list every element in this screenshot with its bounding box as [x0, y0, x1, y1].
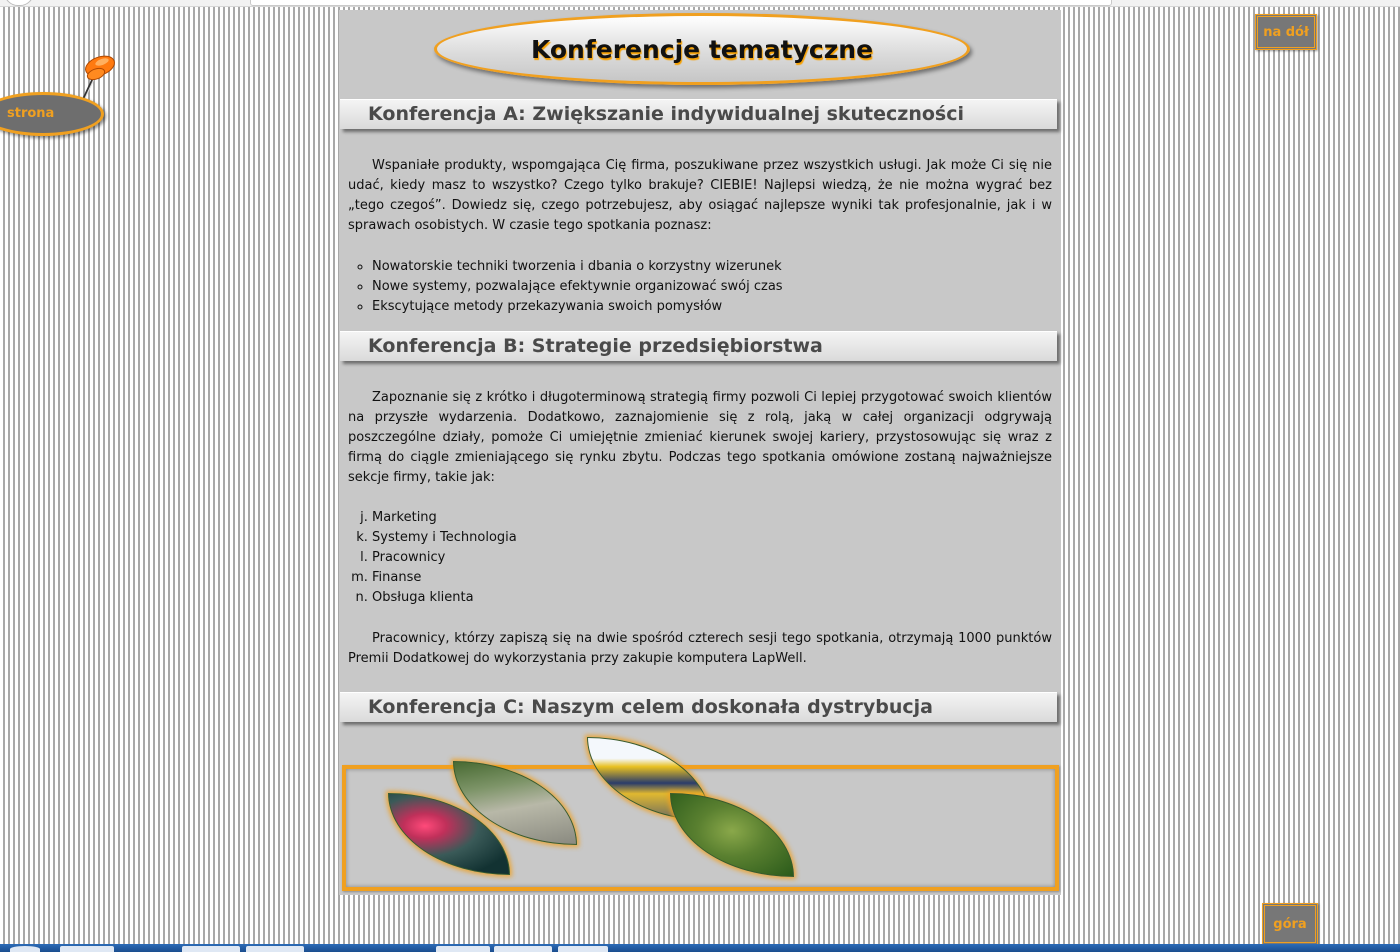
list-item: l. Pracownicy	[372, 548, 1052, 568]
page-title: Konferencje tematyczne	[530, 34, 874, 64]
gallery-photo-pond[interactable]	[670, 793, 794, 877]
section-a-body	[348, 156, 1052, 317]
list-item: ◦ Nowatorskie techniki tworzenia i dbania o korzystny wizerunek	[372, 257, 1052, 277]
content-panel	[339, 10, 1061, 895]
browser-back-button[interactable]	[4, 0, 34, 6]
section-b-list	[348, 508, 1052, 608]
scroll-down-button[interactable]: na dół	[1255, 14, 1317, 50]
os-taskbar	[0, 944, 1400, 952]
section-c-header	[340, 692, 1057, 722]
section-b-intro: Zapoznanie się z krótko i długoterminową strategią firmy pozwoli Ci lepiej przygotować swoich klientów na przyszłe wydarzenia. Dodatkowo, zaznajomienie się z rolą, jaką w całej organizacji odgrywają poszczególne działy, pomoże Ci umiejętnie zmieniać kierunek swojej kariery, przystosowując się wraz z firmą do ciągle zmieniającego się rynku zbytu. Podczas tego spotkania omówione zostaną najważniejsze sekcje firmy, takie jak:	[348, 390, 1052, 485]
list-item: ◦ Ekscytujące metody przekazywania swoich pomysłów	[372, 297, 1052, 317]
browser-address-bar[interactable]	[250, 0, 1112, 6]
list-item: ◦ Nowe systemy, pozwalające efektywnie organizować swój czas	[372, 277, 1052, 297]
photo-gallery	[342, 765, 1059, 891]
list-item: j. Marketing	[372, 508, 1052, 528]
taskbar-item[interactable]	[60, 946, 114, 952]
list-item: k. Systemy i Technologia	[372, 528, 1052, 548]
taskbar-item[interactable]	[246, 946, 304, 952]
page-title-banner	[434, 13, 970, 85]
section-a-header	[340, 99, 1057, 129]
section-b-heading: Konferencja B: Strategie przedsiębiorstwa	[368, 335, 823, 357]
start-button[interactable]	[10, 946, 40, 952]
home-page-link[interactable]	[0, 92, 104, 136]
taskbar-item[interactable]	[182, 946, 240, 952]
section-b-header	[340, 331, 1057, 361]
taskbar-item[interactable]	[494, 946, 552, 952]
home-page-label: strona	[7, 106, 55, 121]
taskbar-item[interactable]	[558, 946, 608, 952]
section-b-body	[348, 388, 1052, 669]
section-b-outro: Pracownicy, którzy zapiszą się na dwie spośród czterech sesji tego spotkania, otrzymają 1000 punktów Premii Dodatkowej do wykorzystania przy zakupie komputera LapWell.	[348, 631, 1052, 666]
section-a-intro: Wspaniałe produkty, wspomgająca Cię firma, poszukiwane przez wszystkich usługi. Jak może Ci się nie udać, kiedy masz to wszystko? Czego tylko brakuje? CIEBIE! Najlepsi wiedzą, że nie można wygrać bez „tego czegoś”. Dowiedz się, czego potrzebujesz, aby osiągać najlepsze wyniki tak profesjonalnie, jak i w sprawach osobistych. W czasie tego spotkania poznasz:	[348, 158, 1052, 233]
scroll-up-button[interactable]: góra	[1262, 903, 1318, 945]
section-c-heading: Konferencja C: Naszym celem doskonała dystrybucja	[368, 696, 933, 718]
section-a-list	[348, 257, 1052, 317]
section-a-heading: Konferencja A: Zwiększanie indywidualnej skuteczności	[368, 103, 964, 125]
browser-top-edge	[0, 0, 1400, 7]
list-item: m. Finanse	[372, 568, 1052, 588]
list-item: n. Obsługa klienta	[372, 588, 1052, 608]
taskbar-item[interactable]	[436, 946, 490, 952]
